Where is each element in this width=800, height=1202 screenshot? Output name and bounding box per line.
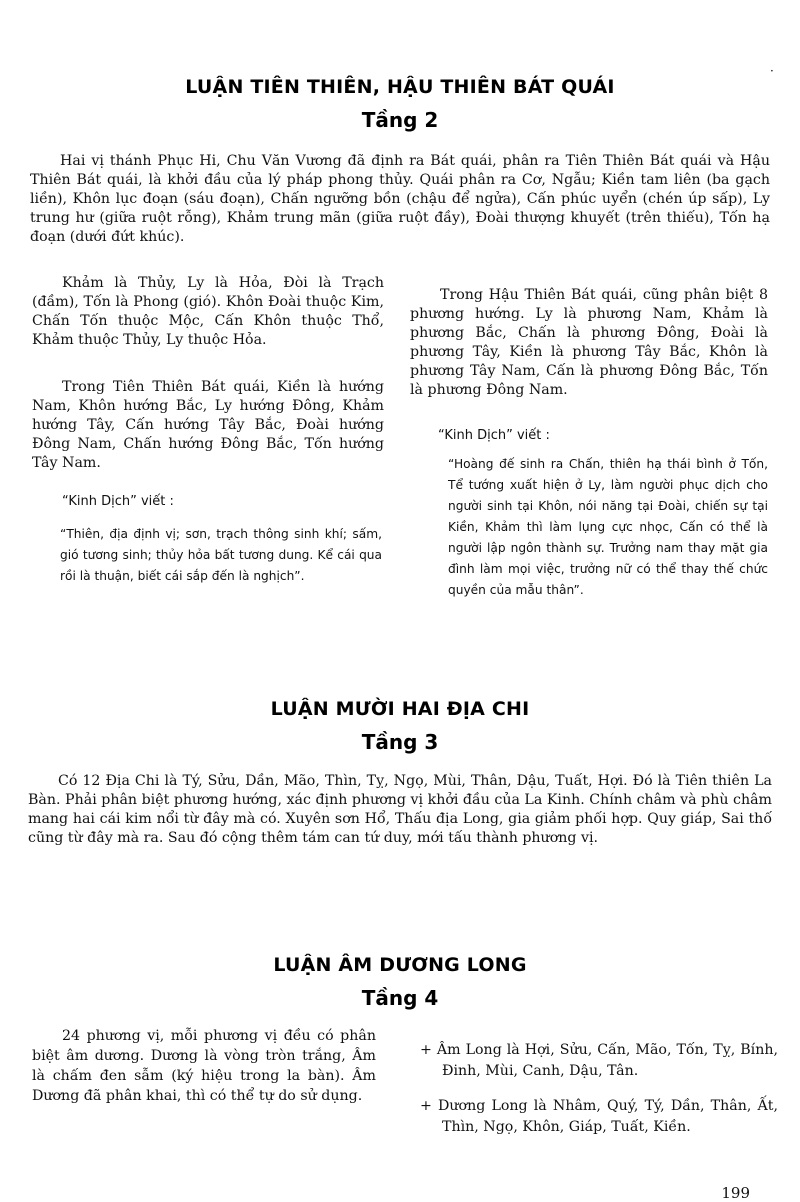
- right-quote-label: “Kinh Dịch” viết :: [438, 428, 550, 443]
- am-duong-paragraph: 24 phương vị, mỗi phương vị đều có phân biệt âm dương. Dương là vòng tròn trắng, Âm là chấm đen sẫm (ký hiệu trong la bàn). Âm Dương đã phân khai, thì có thể tự do sử dụng.: [32, 1028, 376, 1104]
- section-title-tang-3: LUẬN MƯỜI HAI ĐỊA CHI: [270, 698, 530, 720]
- section-title-tang-2: LUẬN TIÊN THIÊN, HẬU THIÊN BÁT QUÁI: [185, 76, 615, 98]
- page-number: 199: [721, 1184, 750, 1202]
- duong-long-list-item: + Dương Long là Nhâm, Quý, Tý, Dần, Thân, Ất, Thìn, Ngọ, Khôn, Giáp, Tuất, Kiền.: [420, 1098, 778, 1135]
- am-long-list-item: + Âm Long là Hợi, Sửu, Cấn, Mão, Tốn, Tỵ, Bính, Đinh, Mùi, Canh, Dậu, Tân.: [420, 1042, 778, 1079]
- right-quote: “Hoàng đế sinh ra Chấn, thiên hạ thái bình ở Tốn, Tể tướng xuất hiện ở Ly, làm người phục dịch cho người sinh tại Khôn, nói năng tại Đoài, chiến sự tại Kiền, Khảm thì làm lụng cực nhọc, Cấn có thể là người lập ngôn thành sự. Trưởng nam thay mặt gia đình làm mọi việc, trưởng nữ có thể thay thế chức quyền của mẫu thân”.: [448, 457, 768, 597]
- left-quote: “Thiên, địa định vị; sơn, trạch thông sinh khí; sấm, gió tương sinh; thủy hỏa bất tương dung. Kể cái qua rồi là thuận, biết cái sắp đến là nghịch”.: [60, 527, 382, 583]
- dia-chi-paragraph: Có 12 Địa Chi là Tý, Sửu, Dần, Mão, Thìn, Tỵ, Ngọ, Mùi, Thân, Dậu, Tuất, Hợi. Đó là Tiên thiên La Bàn. Phải phân biệt phương hướng, xác định phương vị khởi đầu của La Kinh. Chính châm và phù châm mang hai cái kim nổi từ đây mà có. Xuyên sơn Hổ, Thấu địa Long, gia giảm phối hợp. Quy giáp, Sai thố cũng từ đây mà ra. Sau đó cộng thêm tám can tứ duy, mới tấu thành phương vị.: [28, 773, 772, 846]
- section-subtitle-tang-3: Tầng 3: [361, 730, 439, 754]
- left-paragraph-tien-thien: Trong Tiên Thiên Bát quái, Kiền là hướng Nam, Khôn hướng Bắc, Ly hướng Đông, Khảm hướng Tây, Cấn hướng Tây Bắc, Đoài hướng Đông Nam, Chấn hướng Đông Bắc, Tốn hướng Tây Nam.: [32, 379, 384, 471]
- corner-mark: ·: [770, 64, 774, 78]
- section-subtitle-tang-4: Tầng 4: [361, 986, 439, 1010]
- intro-paragraph: Hai vị thánh Phục Hi, Chu Văn Vương đã định ra Bát quái, phân ra Tiên Thiên Bát quái và Hậu Thiên Bát quái, là khởi đầu của lý pháp phong thủy. Quái phân ra Cơ, Ngẫu; Kiền tam liên (ba gạch liền), Khôn lục đoạn (sáu đoạn), Chấn ngưỡng bồn (chậu để ngửa), Cấn phúc uyển (chén úp sấp), Ly trung hư (giữa ruột rỗng), Khảm trung mãn (giữa ruột đầy), Đoài thượng khuyết (trên thiếu), Tốn hạ đoạn (dưới đứt khúc).: [30, 153, 770, 245]
- left-paragraph-elements: Khảm là Thủy, Ly là Hỏa, Đòi là Trạch (đầm), Tốn là Phong (gió). Khôn Đoài thuộc Kim, Chấn Tốn thuộc Mộc, Cấn Khôn thuộc Thổ, Khảm thuộc Thủy, Ly thuộc Hỏa.: [32, 275, 384, 348]
- left-quote-label: “Kinh Dịch” viết :: [62, 494, 174, 509]
- section-subtitle-tang-2: Tầng 2: [361, 108, 439, 132]
- right-paragraph-hau-thien: Trong Hậu Thiên Bát quái, cũng phân biệt 8 phương hướng. Ly là phương Nam, Khảm là phương Bắc, Chấn là phương Đông, Đoài là phương Tây, Kiền là phương Tây Bắc, Khôn là phương Tây Nam, Cấn là phương Đông Bắc, Tốn là phương Đông Nam.: [410, 287, 768, 398]
- section-title-tang-4: LUẬN ÂM DƯƠNG LONG: [273, 954, 527, 976]
